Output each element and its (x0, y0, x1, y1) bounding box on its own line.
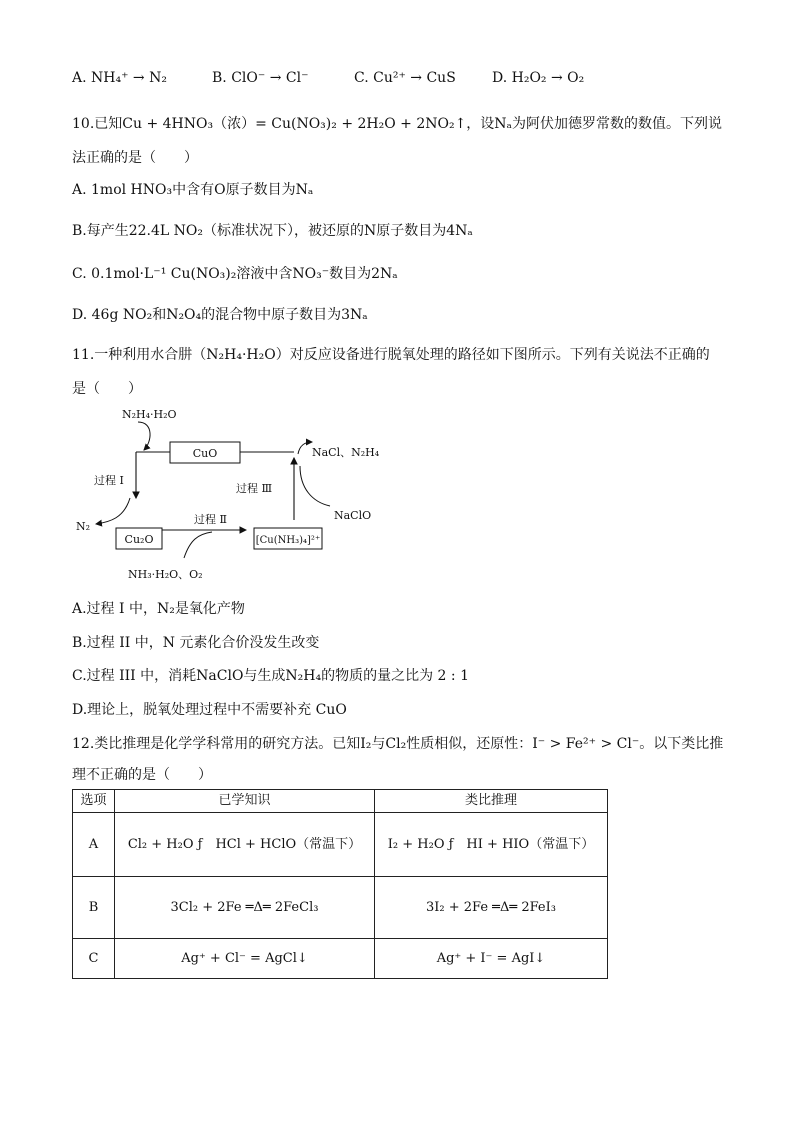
q10-option-d: D. 46g NO₂和N₂O₄的混合物中原子数目为3Nₐ (72, 307, 368, 323)
header-known: 已学知识 (115, 790, 375, 813)
row-known: Ag⁺ + Cl⁻ = AgCl↓ (115, 939, 375, 979)
row-analogy: Ag⁺ + I⁻ = AgI↓ (375, 939, 608, 979)
table-row (73, 877, 608, 939)
q10-option-c: C. 0.1mol·L⁻¹ Cu(NO₃)₂溶液中含NO₃⁻数目为2Nₐ (72, 266, 398, 282)
table-header-row (73, 790, 608, 813)
q11-option-d: D.理论上，脱氧处理过程中不需要补充 CuO (72, 702, 347, 718)
n2h4-label: N₂H₄·H₂O (122, 408, 177, 421)
q9-options (72, 70, 672, 92)
q10-option-a: A. 1mol HNO₃中含有O原子数目为Nₐ (72, 182, 314, 198)
n2-label: N₂ (76, 520, 91, 533)
q11-option-a: A.过程 I 中，N₂是氧化产物 (72, 601, 245, 617)
nacl-outflow-arrow (298, 442, 312, 454)
row-known: Cl₂ + H₂O ƒ HCl + HClO（常温下） (115, 813, 375, 877)
q12-stem-line2: 理不正确的是（ ） (72, 767, 212, 783)
q11-option-b: B.过程 II 中，N 元素化合价没发生改变 (72, 635, 320, 651)
n2h4-inflow-arrow (138, 422, 150, 450)
nacl-n2h4-label: NaCl、N₂H₄ (312, 446, 380, 459)
q11-stem-line2: 是（ ） (72, 381, 142, 397)
row-option: A (73, 813, 115, 877)
cuo-label: CuO (192, 447, 218, 460)
analogy-table (72, 789, 608, 979)
deoxygenation-cycle-diagram (72, 402, 382, 587)
reagents-inflow-arrow (184, 532, 212, 558)
q10-stem-line1: 10.已知Cu + 4HNO₃（浓）= Cu(NO₃)₂ + 2H₂O + 2NO₂↑，设Nₐ为阿伏加德罗常数的数值。下列说 (72, 116, 722, 132)
copper-complex-label: [Cu(NH₃)₄]²⁺ (255, 535, 321, 546)
cu2o-label: Cu₂O (124, 533, 154, 546)
q12-stem-line1: 12.类比推理是化学学科常用的研究方法。已知I₂与Cl₂性质相似，还原性：I⁻ > Fe²⁺ > Cl⁻。以下类比推 (72, 736, 724, 752)
process-2-label: 过程 Ⅱ (194, 513, 227, 526)
q10-stem-line2: 法正确的是（ ） (72, 150, 198, 166)
q9-option-b: B. ClO⁻ → Cl⁻ (212, 70, 309, 86)
row-option: B (73, 877, 115, 939)
process-1-label: 过程 Ⅰ (94, 474, 124, 487)
table-row (73, 939, 608, 979)
reagents-label: NH₃·H₂O、O₂ (128, 568, 203, 581)
q9-option-a: A. NH₄⁺ → N₂ (72, 70, 167, 86)
header-option: 选项 (73, 790, 115, 813)
row-analogy: I₂ + H₂O ƒ HI + HIO（常温下） (375, 813, 608, 877)
q10-option-b: B.每产生22.4L NO₂（标准状况下），被还原的N原子数目为4Nₐ (72, 223, 473, 239)
table-row (73, 813, 608, 877)
q9-option-d: D. H₂O₂ → O₂ (492, 70, 585, 86)
row-known: 3Cl₂ + 2Fe ═Δ═ 2FeCl₃ (115, 877, 375, 939)
n2-outflow-arrow (96, 498, 130, 524)
naclo-label: NaClO (334, 509, 372, 522)
row-option: C (73, 939, 115, 979)
q9-option-c: C. Cu²⁺ → CuS (354, 70, 456, 86)
q11-option-c: C.过程 III 中，消耗NaClO与生成N₂H₄的物质的量之比为 2 : 1 (72, 668, 469, 684)
naclo-inflow-arrow (300, 466, 330, 506)
process-3-label: 过程 Ⅲ (236, 482, 273, 495)
row-analogy: 3I₂ + 2Fe ═Δ═ 2FeI₃ (375, 877, 608, 939)
q11-stem-line1: 11.一种利用水合肼（N₂H₄·H₂O）对反应设备进行脱氧处理的路径如下图所示。下列有关说法不正确的 (72, 347, 710, 363)
header-analogy: 类比推理 (375, 790, 608, 813)
